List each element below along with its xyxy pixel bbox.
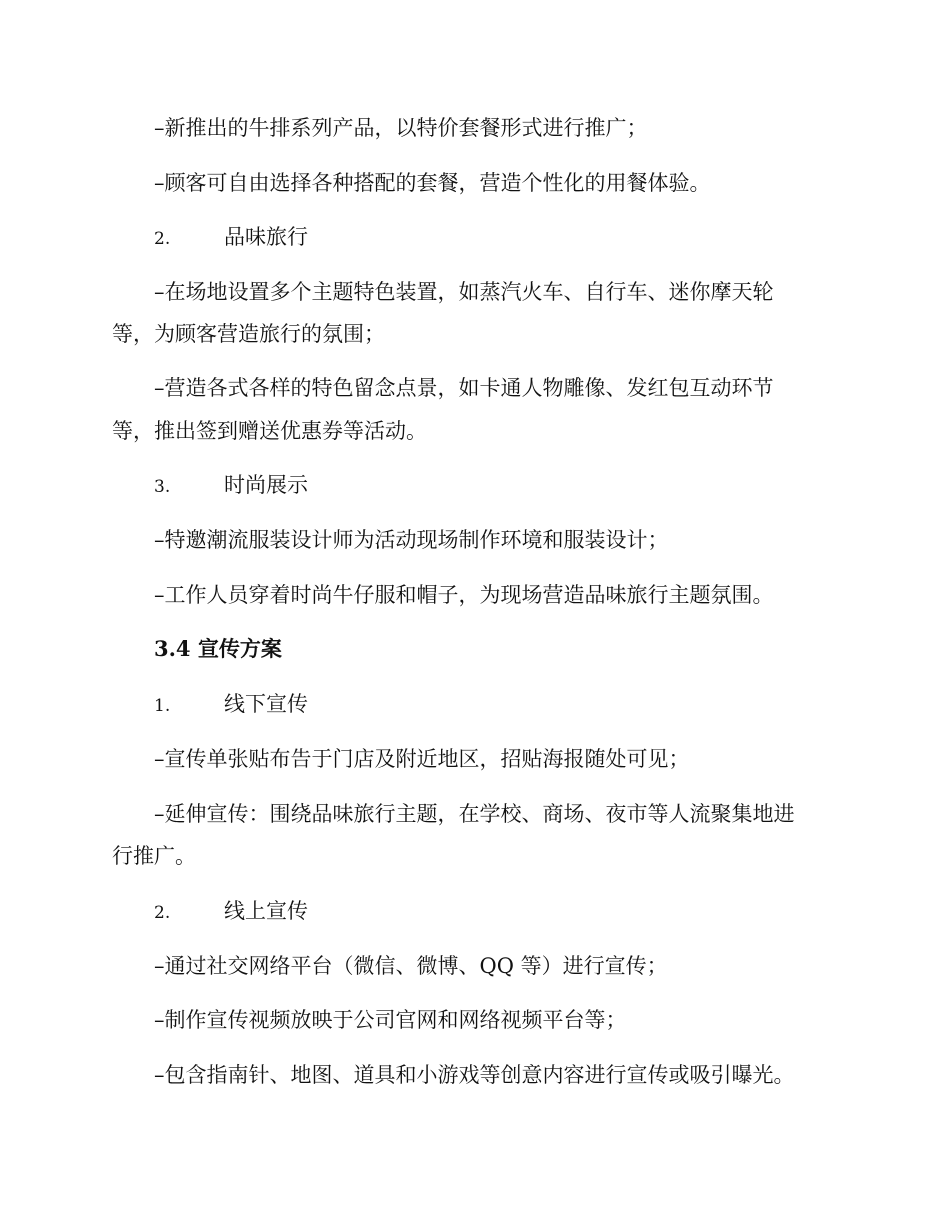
bullet-line: –工作人员穿着时尚牛仔服和帽子，为现场营造品味旅行主题氛围。	[154, 583, 774, 607]
bullet-line: –通过社交网络平台（微信、微博、QQ 等）进行宣传；	[154, 954, 668, 978]
item-title: 时尚展示	[224, 473, 308, 497]
bullet-line: –包含指南针、地图、道具和小游戏等创意内容进行宣传或吸引曝光。	[154, 1063, 795, 1087]
item-number: 2.	[154, 903, 171, 923]
bullet-line: –宣传单张贴布告于门店及附近地区，招贴海报随处可见；	[154, 747, 690, 771]
item-number: 1.	[154, 696, 171, 716]
bullet-line: –营造各式各样的特色留念点景，如卡通人物雕像、发红包互动环节	[154, 376, 774, 400]
item-title: 线下宣传	[224, 692, 308, 716]
item-number: 2.	[154, 229, 171, 249]
bullet-line-continuation: 行推广。	[112, 844, 196, 868]
numbered-item	[154, 224, 874, 252]
bullet-line: –特邀潮流服装设计师为活动现场制作环境和服装设计；	[154, 528, 669, 552]
bullet-line: –在场地设置多个主题特色装置，如蒸汽火车、自行车、迷你摩天轮	[154, 280, 774, 304]
item-number: 3.	[154, 477, 171, 497]
item-title: 线上宣传	[224, 899, 308, 923]
item-title: 品味旅行	[224, 225, 308, 249]
bullet-line-continuation: 等，推出签到赠送优惠券等活动。	[112, 419, 427, 443]
bullet-line-continuation: 等，为顾客营造旅行的氛围；	[112, 322, 385, 346]
bullet-line: –新推出的牛排系列产品，以特价套餐形式进行推广；	[154, 116, 648, 140]
section-heading: 3.4 宣传方案	[154, 636, 282, 661]
numbered-item	[154, 898, 874, 926]
bullet-line: –顾客可自由选择各种搭配的套餐，营造个性化的用餐体验。	[154, 171, 711, 195]
numbered-item	[154, 691, 874, 719]
bullet-line: –制作宣传视频放映于公司官网和网络视频平台等；	[154, 1008, 627, 1032]
numbered-item	[154, 472, 874, 500]
bullet-line: –延伸宣传：围绕品味旅行主题，在学校、商场、夜市等人流聚集地进	[154, 802, 795, 826]
